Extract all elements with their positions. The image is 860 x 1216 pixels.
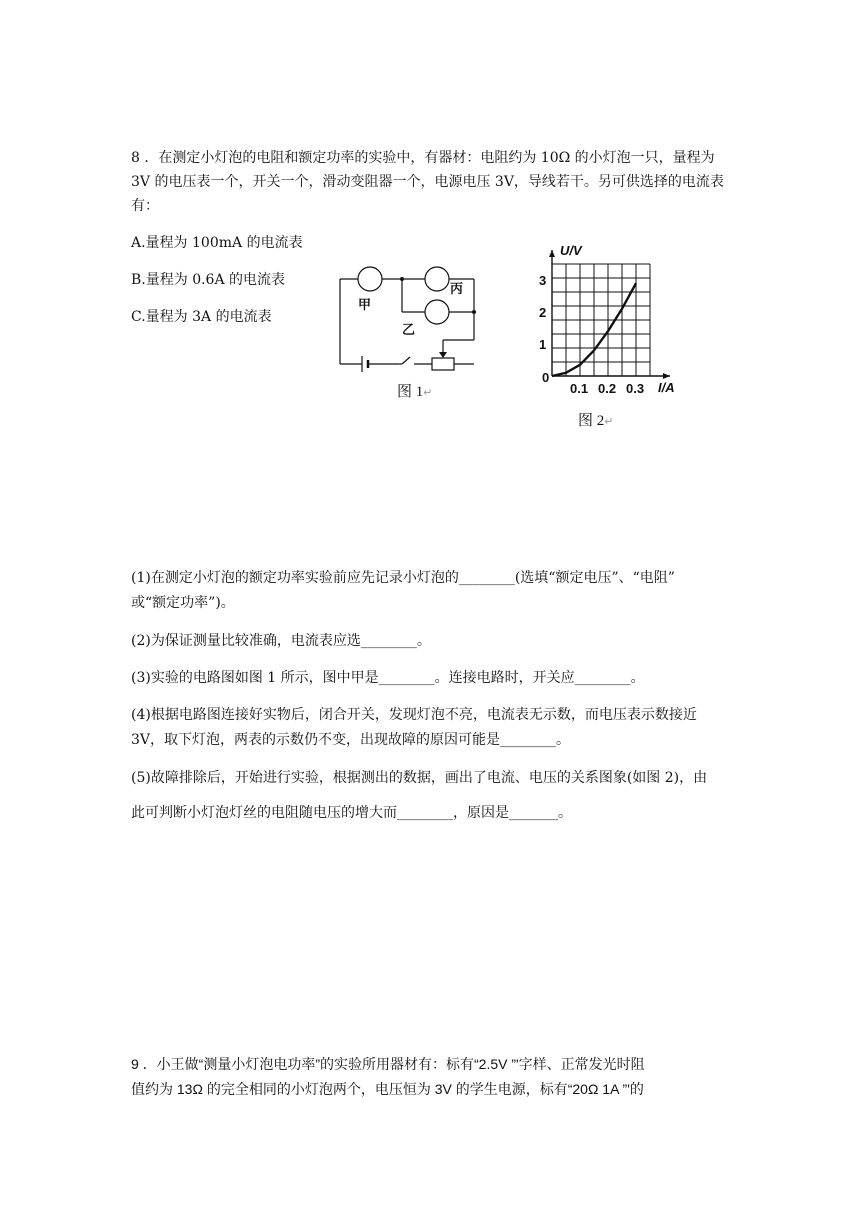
origin-label: 0: [542, 370, 550, 385]
y-tick-label: 2: [539, 305, 547, 320]
y-tick-label: 3: [539, 273, 547, 288]
q8-sub1-line-2: 或“额定功率”)。: [131, 595, 235, 611]
q8-stem-line-2: 3V 的电压表一个，开关一个，滑动变阻器一个，电源电压 3V，导线若干。另可供选择的电流表: [131, 174, 724, 190]
q8-sub4-line-2: 3V，取下灯泡，两表的示数仍不变，出现故障的原因可能是________。: [131, 732, 571, 748]
x-tick-label: 0.2: [598, 381, 617, 396]
chart-grid: [552, 264, 650, 376]
q9-stem-line-2: 值约为 13Ω 的完全相同的小灯泡两个，电压恒为 3V 的学生电源，标有“20Ω 1A ”'的: [131, 1081, 644, 1097]
q8-option-b: B.量程为 0.6A 的电流表: [131, 272, 286, 288]
q8-option-c: C.量程为 3A 的电流表: [131, 309, 272, 325]
x-axis-label: I/A: [658, 380, 675, 395]
circuit-diagram: [330, 260, 500, 385]
q8-option-a: A.量程为 100mA 的电流表: [131, 235, 303, 251]
q9-stem-line-1: 9 ．小王做“测量小灯泡电功率”的实验所用器材有：标有“2.5V ”'字样、正常发光时阻: [131, 1056, 645, 1072]
meter-bing-label: 丙: [450, 282, 464, 297]
y-axis-arrow: [549, 250, 555, 257]
q8-sub3: (3)实验的电路图如图 1 所示，图中甲是________。连接电路时，开关应________。: [131, 670, 645, 686]
q8-sub5-line-1: (5)故障排除后，开始进行实验，根据测出的数据，画出了电流、电压的关系图象(如图 2)，由: [131, 770, 708, 786]
meter-jia-label: 甲: [358, 298, 372, 313]
q8-stem-line-1: 8 ．在测定小灯泡的电阻和额定功率的实验中，有器材：电阻约为 10Ω 的小灯泡一只，量程为: [131, 150, 715, 166]
q8-sub1-line-1: (1)在测定小灯泡的额定功率实验前应先记录小灯泡的________(选填“额定电压”、“电阻”: [131, 570, 675, 586]
chart-axes: [549, 250, 670, 379]
x-tick-label: 0.1: [570, 381, 589, 396]
y-axis-label: U/V: [560, 243, 582, 258]
u-i-chart: [520, 240, 690, 400]
x-axis-arrow: [663, 373, 670, 379]
meter-yi-label: 乙: [402, 323, 416, 338]
q8-sub2: (2)为保证测量比较准确，电流表应选________。: [131, 633, 431, 649]
q8-sub4-line-1: (4)根据电路图连接好实物后，闭合开关，发现灯泡不亮，电流表无示数，而电压表示数接近: [131, 707, 697, 723]
q8-stem-line-3: 有：: [131, 198, 159, 214]
figure-1-caption: 图 1↵: [397, 384, 433, 400]
x-tick-label: 0.3: [626, 381, 645, 396]
q8-sub5-line-2: 此可判断小灯泡灯丝的电阻随电压的增大而________，原因是_______。: [131, 805, 572, 821]
figure-2-caption: 图 2↵: [578, 413, 614, 429]
y-tick-label: 1: [539, 337, 547, 352]
